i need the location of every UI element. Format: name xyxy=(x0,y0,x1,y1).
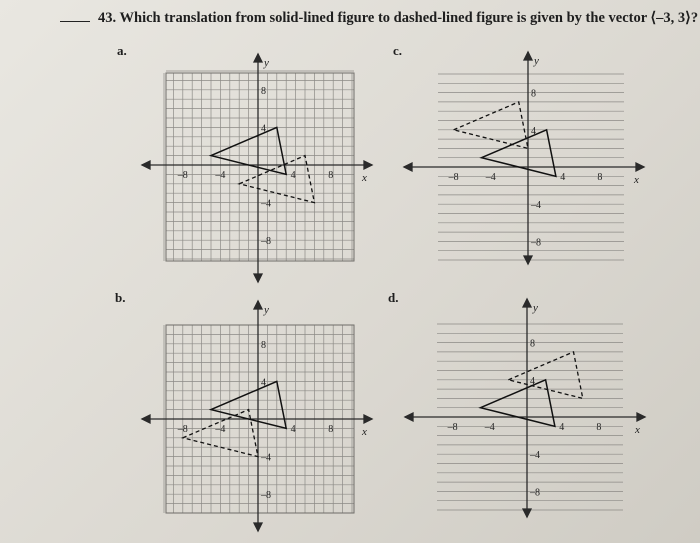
x-axis-label: x xyxy=(634,174,639,186)
choice-b-axes xyxy=(142,301,372,531)
x-tick-label: –4 xyxy=(485,172,496,183)
x-axis-left-arrow-icon xyxy=(142,161,150,169)
choice-a-grid xyxy=(164,71,354,261)
x-axis-right-arrow-icon xyxy=(636,163,644,171)
y-tick-label: 8 xyxy=(531,88,536,100)
x-tick-label: 8 xyxy=(596,422,602,433)
x-axis-left-arrow-icon xyxy=(404,163,412,171)
x-tick-label: –8 xyxy=(447,422,458,433)
x-tick-label: 4 xyxy=(290,170,296,181)
choice-a-axes xyxy=(142,54,372,282)
choice-c-graph[interactable] xyxy=(394,48,656,268)
x-axis-label: x xyxy=(362,426,367,438)
y-axis-up-arrow-icon xyxy=(254,301,262,309)
y-tick-label: –8 xyxy=(261,236,271,248)
y-axis-up-arrow-icon xyxy=(524,52,532,60)
y-axis-down-arrow-icon xyxy=(254,523,262,531)
question-vector: ⟨–3, 3⟩? xyxy=(650,10,699,26)
x-axis-right-arrow-icon xyxy=(364,161,372,169)
question-number: 43. xyxy=(98,10,117,26)
x-tick-label: –8 xyxy=(177,170,188,181)
x-tick-label: –8 xyxy=(448,172,459,183)
y-tick-label: 4 xyxy=(261,377,266,389)
x-tick-label: –4 xyxy=(215,424,226,435)
dashed-triangle xyxy=(454,102,528,148)
x-axis-right-arrow-icon xyxy=(637,413,645,421)
x-axis-right-arrow-icon xyxy=(364,415,372,423)
y-tick-label: –4 xyxy=(261,198,271,210)
y-axis-label: y xyxy=(533,302,538,314)
choice-a-graph[interactable] xyxy=(136,48,386,288)
x-axis-label: x xyxy=(362,172,367,184)
y-axis-up-arrow-icon xyxy=(523,299,531,307)
x-tick-label: 4 xyxy=(560,172,566,183)
question-text: Which translation from solid-lined figure to dashed-lined figure is given by the vector xyxy=(119,10,647,26)
x-axis-left-arrow-icon xyxy=(405,413,413,421)
y-axis-label: y xyxy=(534,55,539,67)
x-tick-label: 8 xyxy=(328,424,334,435)
y-tick-label: –4 xyxy=(261,452,271,464)
y-tick-label: 4 xyxy=(261,123,266,135)
y-tick-label: 8 xyxy=(530,338,535,350)
y-axis-down-arrow-icon xyxy=(523,509,531,517)
x-tick-label: 8 xyxy=(328,170,334,181)
choice-a-label: a. xyxy=(117,43,127,58)
y-axis-label: y xyxy=(264,304,269,316)
solid-triangle xyxy=(481,380,555,427)
y-tick-label: –8 xyxy=(531,237,541,249)
y-axis-down-arrow-icon xyxy=(254,274,262,282)
x-tick-label: 4 xyxy=(559,422,565,433)
x-tick-label: 4 xyxy=(290,424,296,435)
x-tick-label: –8 xyxy=(177,424,188,435)
x-axis-left-arrow-icon xyxy=(142,415,150,423)
y-tick-label: 8 xyxy=(261,339,266,351)
x-tick-label: –4 xyxy=(215,170,226,181)
question-header xyxy=(60,10,698,27)
choice-d-label: d. xyxy=(388,290,399,305)
choice-b-graph[interactable] xyxy=(138,295,388,535)
y-axis-label: y xyxy=(264,57,269,69)
y-tick-label: –4 xyxy=(531,200,541,212)
answer-blank[interactable] xyxy=(60,21,90,22)
y-tick-label: –4 xyxy=(530,450,540,462)
y-tick-label: 4 xyxy=(530,375,535,387)
y-tick-label: 8 xyxy=(261,85,266,97)
choice-c-label: c. xyxy=(393,43,403,58)
y-axis-up-arrow-icon xyxy=(254,54,262,62)
y-tick-label: 4 xyxy=(531,125,536,137)
x-tick-label: 8 xyxy=(597,172,603,183)
x-tick-label: –4 xyxy=(484,422,495,433)
choice-d-graph[interactable] xyxy=(395,295,657,520)
solid-triangle xyxy=(482,130,556,177)
x-axis-label: x xyxy=(635,424,640,436)
y-tick-label: –8 xyxy=(261,490,271,502)
choice-b-label: b. xyxy=(115,290,126,305)
y-tick-label: –8 xyxy=(530,487,540,499)
